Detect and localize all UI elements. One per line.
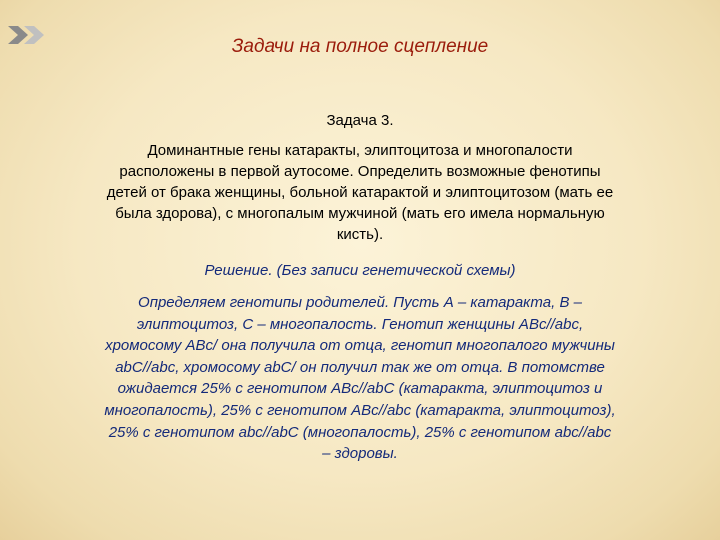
solution-line: хромосому АВс/ она получила от отца, генотип многопалого мужчины: [105, 337, 615, 355]
solution-line: – здоровы.: [322, 445, 398, 463]
solution-line: аbС//аbc, хромосому аbС/ он получил так же от отца. В потомстве: [115, 358, 605, 376]
task-statement: [40, 140, 680, 245]
task-number: Задача 3.: [326, 112, 394, 129]
solution-line: многопалость), 25% с генотипом АВс//аbc (катаракта, элиптоцитоз),: [104, 401, 616, 419]
statement-line: детей от брака женщины, больной катарактой и элиптоцитозом (мать ее: [106, 184, 614, 201]
solution-body: [44, 292, 676, 465]
statement-line: Доминантные гены катаракты, элиптоцитоза и многопалости: [147, 142, 573, 159]
solution-heading: Решение. (Без записи генетической схемы): [204, 262, 516, 279]
slide-title: Задачи на полное сцепление: [231, 36, 489, 57]
solution-line: 25% с генотипом аbc//аbС (многопалость), 25% с генотипом аbc//аbc: [108, 423, 612, 441]
statement-line: была здорова), с многопалым мужчиной (мать его имела нормальную: [115, 205, 605, 222]
statement-line: кисть).: [336, 226, 384, 243]
solution-line: Определяем генотипы родителей. Пусть А – катаракта, В –: [138, 294, 582, 311]
solution-line: элиптоцитоз, С – многопалость. Генотип женщины АВс//аbc,: [136, 315, 584, 333]
statement-line: расположены в первой аутосоме. Определить возможные фенотипы: [119, 163, 601, 180]
solution-line: ожидается 25% с генотипом АВс//аbС (катаракта, элиптоцитоз и: [117, 380, 603, 398]
